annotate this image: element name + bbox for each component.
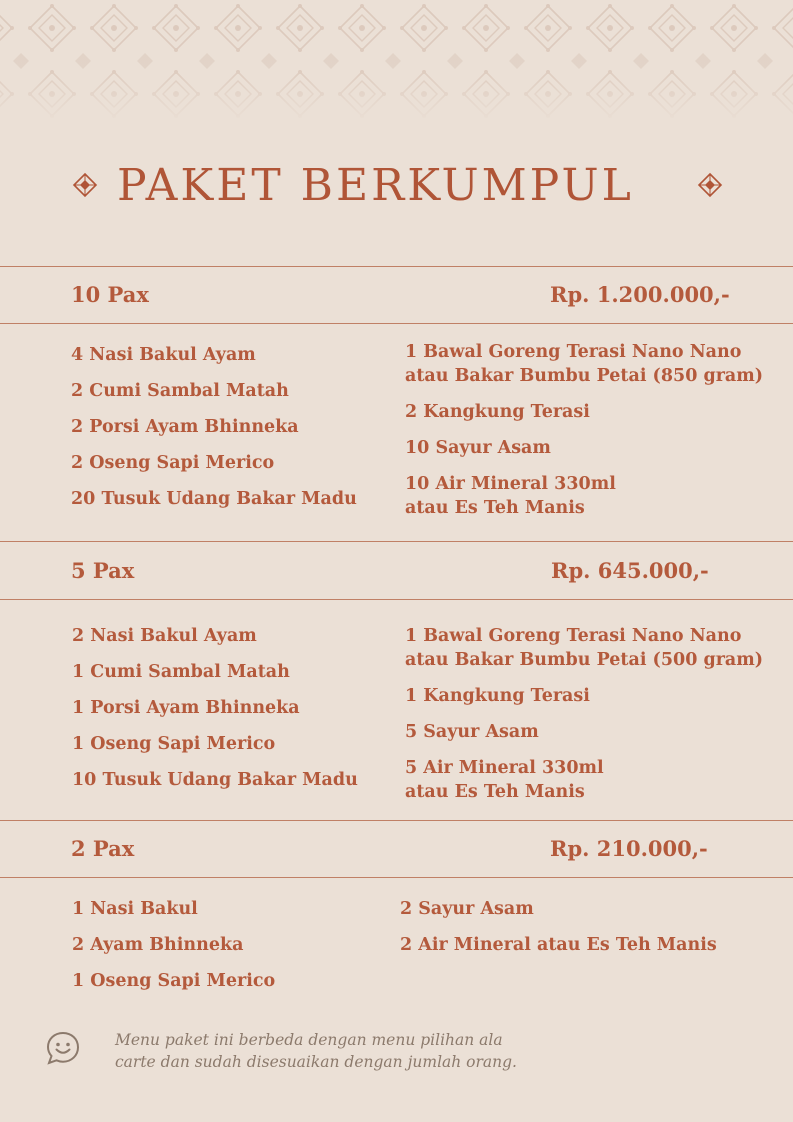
- diamond-ornament-icon: [697, 172, 723, 198]
- divider: [0, 820, 793, 821]
- pax-label: 5 Pax: [71, 558, 135, 583]
- divider: [0, 323, 793, 324]
- menu-item: 2 Nasi Bakul Ayam: [72, 626, 257, 646]
- title-row: [0, 158, 793, 214]
- menu-item: 1 Oseng Sapi Merico: [72, 971, 276, 991]
- pattern-motif-icon: [0, 0, 793, 125]
- menu-item: 1 Bawal Goreng Terasi Nano Nano: [405, 626, 742, 646]
- menu-item: 2 Porsi Ayam Bhinneka: [71, 417, 299, 437]
- menu-item: 5 Sayur Asam: [405, 722, 539, 742]
- menu-item: 2 Ayam Bhinneka: [72, 935, 244, 955]
- price-label: Rp. 1.200.000,-: [550, 282, 730, 307]
- footnote-line: carte dan sudah disesuaikan dengan jumlah orang.: [115, 1053, 517, 1071]
- menu-item: 1 Porsi Ayam Bhinneka: [72, 698, 300, 718]
- footnote-line: Menu paket ini berbeda dengan menu pilihan ala: [115, 1031, 503, 1049]
- page-title: PAKET BERKUMPUL: [117, 160, 634, 211]
- menu-item: 1 Bawal Goreng Terasi Nano Nano: [405, 342, 742, 362]
- menu-item: 10 Sayur Asam: [405, 438, 551, 458]
- menu-item-continued: atau Bakar Bumbu Petai (850 gram): [405, 366, 764, 386]
- price-label: Rp. 210.000,-: [550, 836, 708, 861]
- divider: [0, 266, 793, 267]
- menu-item: 10 Air Mineral 330ml: [405, 474, 616, 494]
- footnote: [115, 1029, 585, 1073]
- section-header-10-pax: [71, 268, 730, 324]
- decorative-pattern-banner: [0, 0, 793, 125]
- pax-label: 2 Pax: [71, 836, 135, 861]
- menu-item: 1 Oseng Sapi Merico: [72, 734, 276, 754]
- diamond-ornament-icon: [72, 172, 98, 198]
- section-header-2-pax: [71, 822, 721, 878]
- divider: [0, 541, 793, 542]
- price-label: Rp. 645.000,-: [551, 558, 709, 583]
- pax-label: 10 Pax: [71, 282, 149, 307]
- menu-item: 1 Cumi Sambal Matah: [72, 662, 290, 682]
- menu-item-continued: atau Es Teh Manis: [405, 782, 585, 802]
- section-header-5-pax: [71, 544, 721, 600]
- chat-smile-icon: [45, 1030, 81, 1066]
- menu-item: 20 Tusuk Udang Bakar Madu: [71, 489, 357, 509]
- menu-item: 2 Sayur Asam: [400, 899, 534, 919]
- menu-item-continued: atau Bakar Bumbu Petai (500 gram): [405, 650, 764, 670]
- menu-item: 2 Air Mineral atau Es Teh Manis: [400, 935, 717, 955]
- menu-item: 5 Air Mineral 330ml: [405, 758, 604, 778]
- divider: [0, 877, 793, 878]
- menu-item: 1 Nasi Bakul: [72, 899, 198, 919]
- menu-item: 1 Kangkung Terasi: [405, 686, 590, 706]
- menu-item: 4 Nasi Bakul Ayam: [71, 345, 256, 365]
- divider: [0, 599, 793, 600]
- menu-item: 2 Kangkung Terasi: [405, 402, 590, 422]
- menu-item: 2 Oseng Sapi Merico: [71, 453, 275, 473]
- menu-item-continued: atau Es Teh Manis: [405, 498, 585, 518]
- menu-item: 10 Tusuk Udang Bakar Madu: [72, 770, 358, 790]
- menu-item: 2 Cumi Sambal Matah: [71, 381, 289, 401]
